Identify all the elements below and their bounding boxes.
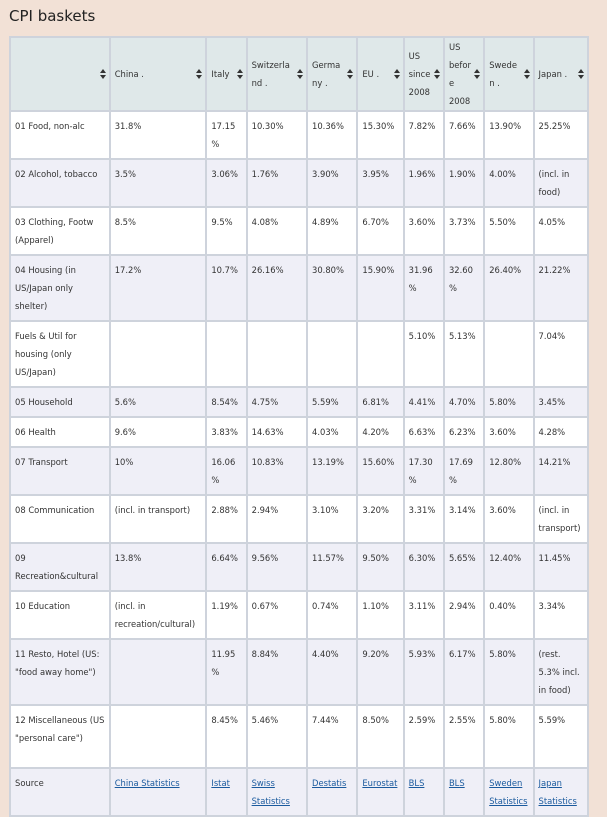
page-title: CPI baskets [9,7,96,25]
sort-icon[interactable] [237,69,243,79]
table-cell: 6.17% [444,639,484,705]
table-cell [110,639,207,705]
source-row [10,768,588,816]
table-cell: 9.6% [110,417,207,447]
table-cell: 8.54% [206,387,246,417]
table-cell: 9.50% [357,543,403,591]
row-label: 11 Resto, Hotel (US: "food away home") [10,639,110,705]
source-cell [404,768,444,816]
table-cell: 21.22% [534,255,588,321]
row-label: 01 Food, non-alc [10,111,110,159]
table-cell: 15.60% [357,447,403,495]
table-cell: 9.5% [206,207,246,255]
cpi-table-container [9,36,589,817]
table-cell: 1.10% [357,591,403,639]
table-cell [357,321,403,387]
table-cell: 6.64% [206,543,246,591]
column-header[interactable] [484,37,533,111]
source-cell [444,768,484,816]
source-label: Source [10,768,110,816]
table-cell [110,321,207,387]
row-label: 08 Communication [10,495,110,543]
table-cell: 25.25% [534,111,588,159]
table-cell [307,321,357,387]
sort-icon[interactable] [578,69,584,79]
table-cell: 26.16% [247,255,307,321]
table-cell: 3.95% [357,159,403,207]
column-header[interactable] [307,37,357,111]
table-cell: 3.60% [484,495,533,543]
row-label: Fuels & Util for housing (only US/Japan) [10,321,110,387]
table-cell: 13.8% [110,543,207,591]
table-cell: 3.20% [357,495,403,543]
table-cell: 1.76% [247,159,307,207]
source-cell [206,768,246,816]
table-row [10,321,588,387]
table-row [10,447,588,495]
table-row [10,495,588,543]
table-row [10,387,588,417]
column-header[interactable] [444,37,484,111]
table-cell: 6.81% [357,387,403,417]
table-cell: 14.21% [534,447,588,495]
table-cell: 4.70% [444,387,484,417]
cpi-table [9,36,589,817]
table-cell: 17.15% [206,111,246,159]
column-header-label: Italy [211,69,230,79]
column-header-label: Sweden . [489,60,517,88]
table-cell: 5.13% [444,321,484,387]
table-cell: 8.45% [206,705,246,768]
table-cell: 26.40% [484,255,533,321]
table-cell: 3.5% [110,159,207,207]
table-cell: 4.28% [534,417,588,447]
table-cell: 5.59% [534,705,588,768]
table-cell: 3.31% [404,495,444,543]
source-cell [484,768,533,816]
source-link[interactable]: Eurostat [362,778,398,788]
sort-icon[interactable] [474,69,480,79]
source-link[interactable]: BLS [408,778,425,788]
table-cell: 2.94% [247,495,307,543]
table-cell: 5.80% [484,705,533,768]
sort-icon[interactable] [434,69,440,79]
table-cell: 3.06% [206,159,246,207]
table-row [10,207,588,255]
row-label: 10 Education [10,591,110,639]
column-header-label: China . [114,69,144,79]
table-cell: 6.63% [404,417,444,447]
table-cell: (incl. in transport) [534,495,588,543]
row-label: 02 Alcohol, tobacco [10,159,110,207]
table-cell: 0.74% [307,591,357,639]
table-cell [110,705,207,768]
table-cell: 10.30% [247,111,307,159]
source-link[interactable]: Sweden Statistics [489,778,528,806]
table-cell: 3.10% [307,495,357,543]
table-cell: 4.41% [404,387,444,417]
table-cell: 2.55% [444,705,484,768]
table-cell: 7.04% [534,321,588,387]
column-header-label: Switzerland . [251,60,290,88]
table-cell: 5.6% [110,387,207,417]
column-header[interactable] [534,37,588,111]
table-cell: 31.8% [110,111,207,159]
table-cell: 9.56% [247,543,307,591]
row-label: 04 Housing (in US/Japan only shelter) [10,255,110,321]
table-cell: 9.20% [357,639,403,705]
table-cell: 1.19% [206,591,246,639]
table-cell: 17.2% [110,255,207,321]
column-header-label: Germany . [312,60,341,88]
column-header-label: EU . [362,69,380,79]
table-cell: 16.06% [206,447,246,495]
table-cell: 7.82% [404,111,444,159]
table-cell [484,321,533,387]
table-cell: 6.23% [444,417,484,447]
table-cell: 17.69% [444,447,484,495]
table-cell: 32.60% [444,255,484,321]
table-cell: 3.60% [404,207,444,255]
sort-icon[interactable] [394,69,400,79]
table-cell: 4.05% [534,207,588,255]
table-cell: 3.11% [404,591,444,639]
table-header-row [10,37,588,111]
table-cell [247,321,307,387]
table-cell: 12.80% [484,447,533,495]
column-header[interactable] [247,37,307,111]
table-cell: (rest. 5.3% incl. in food) [534,639,588,705]
table-cell: 6.70% [357,207,403,255]
row-label: 07 Transport [10,447,110,495]
sort-icon[interactable] [196,69,202,79]
table-cell: 2.94% [444,591,484,639]
source-link[interactable]: Swiss Statistics [251,778,290,806]
sort-icon[interactable] [524,69,530,79]
source-cell [110,768,207,816]
source-cell [247,768,307,816]
table-cell: 5.80% [484,387,533,417]
table-cell: 0.40% [484,591,533,639]
column-header[interactable] [110,37,207,111]
table-row [10,705,588,768]
table-cell: 4.89% [307,207,357,255]
table-cell: 8.50% [357,705,403,768]
table-cell: 8.5% [110,207,207,255]
row-label: 05 Household [10,387,110,417]
column-header-label: Japan . [538,69,568,79]
column-header-label: US before 2008 [448,42,471,106]
table-cell: 4.08% [247,207,307,255]
source-link[interactable]: Japan Statistics [538,778,577,806]
table-cell: 5.50% [484,207,533,255]
table-cell: 17.30% [404,447,444,495]
table-cell: 4.40% [307,639,357,705]
table-cell: 1.90% [444,159,484,207]
table-cell: 11.57% [307,543,357,591]
table-cell: 5.65% [444,543,484,591]
row-label: 06 Health [10,417,110,447]
row-label: 03 Clothing, Footw (Apparel) [10,207,110,255]
table-cell: 11.95% [206,639,246,705]
table-cell: 11.45% [534,543,588,591]
column-header[interactable] [404,37,444,111]
table-cell: 13.19% [307,447,357,495]
table-row [10,417,588,447]
source-link[interactable]: China Statistics [114,778,180,788]
table-cell: 0.67% [247,591,307,639]
table-cell: 10.36% [307,111,357,159]
table-cell: 3.73% [444,207,484,255]
table-row [10,111,588,159]
source-cell [357,768,403,816]
table-cell: 7.44% [307,705,357,768]
table-cell: 13.90% [484,111,533,159]
column-header[interactable] [10,37,110,111]
table-cell: 3.60% [484,417,533,447]
source-link[interactable]: BLS [448,778,465,788]
table-cell: 2.88% [206,495,246,543]
table-cell: 3.14% [444,495,484,543]
table-cell: 2.59% [404,705,444,768]
table-row [10,255,588,321]
source-cell [307,768,357,816]
table-cell: 3.90% [307,159,357,207]
table-row [10,159,588,207]
table-cell: 15.90% [357,255,403,321]
table-cell: 3.83% [206,417,246,447]
column-header[interactable] [206,37,246,111]
table-row [10,543,588,591]
sort-icon[interactable] [100,69,106,79]
table-cell: (incl. in recreation/cultural) [110,591,207,639]
table-cell: 31.96% [404,255,444,321]
table-cell: (incl. in transport) [110,495,207,543]
table-cell: 30.80% [307,255,357,321]
sort-icon[interactable] [297,69,303,79]
table-cell: 4.20% [357,417,403,447]
table-cell: 15.30% [357,111,403,159]
table-cell: 14.63% [247,417,307,447]
table-cell: 10% [110,447,207,495]
table-cell: 5.93% [404,639,444,705]
table-row [10,591,588,639]
sort-icon[interactable] [347,69,353,79]
column-header-label: US since 2008 [408,51,431,97]
table-cell: 5.80% [484,639,533,705]
table-cell: 6.30% [404,543,444,591]
table-cell [206,321,246,387]
row-label: 12 Miscellaneous (US "personal care") [10,705,110,768]
table-cell: 4.03% [307,417,357,447]
table-row [10,639,588,705]
table-cell: 10.83% [247,447,307,495]
table-cell: 12.40% [484,543,533,591]
table-cell: 4.00% [484,159,533,207]
table-cell: 5.59% [307,387,357,417]
table-cell: 5.46% [247,705,307,768]
table-cell: 3.45% [534,387,588,417]
row-label: 09 Recreation&cultural [10,543,110,591]
table-cell: 7.66% [444,111,484,159]
table-cell: 5.10% [404,321,444,387]
table-cell: 1.96% [404,159,444,207]
source-cell [534,768,588,816]
table-cell: (incl. in food) [534,159,588,207]
source-link[interactable]: Istat [211,778,230,788]
table-cell: 8.84% [247,639,307,705]
table-cell: 10.7% [206,255,246,321]
table-cell: 4.75% [247,387,307,417]
source-link[interactable]: Destatis [312,778,347,788]
table-cell: 3.34% [534,591,588,639]
column-header[interactable] [357,37,403,111]
